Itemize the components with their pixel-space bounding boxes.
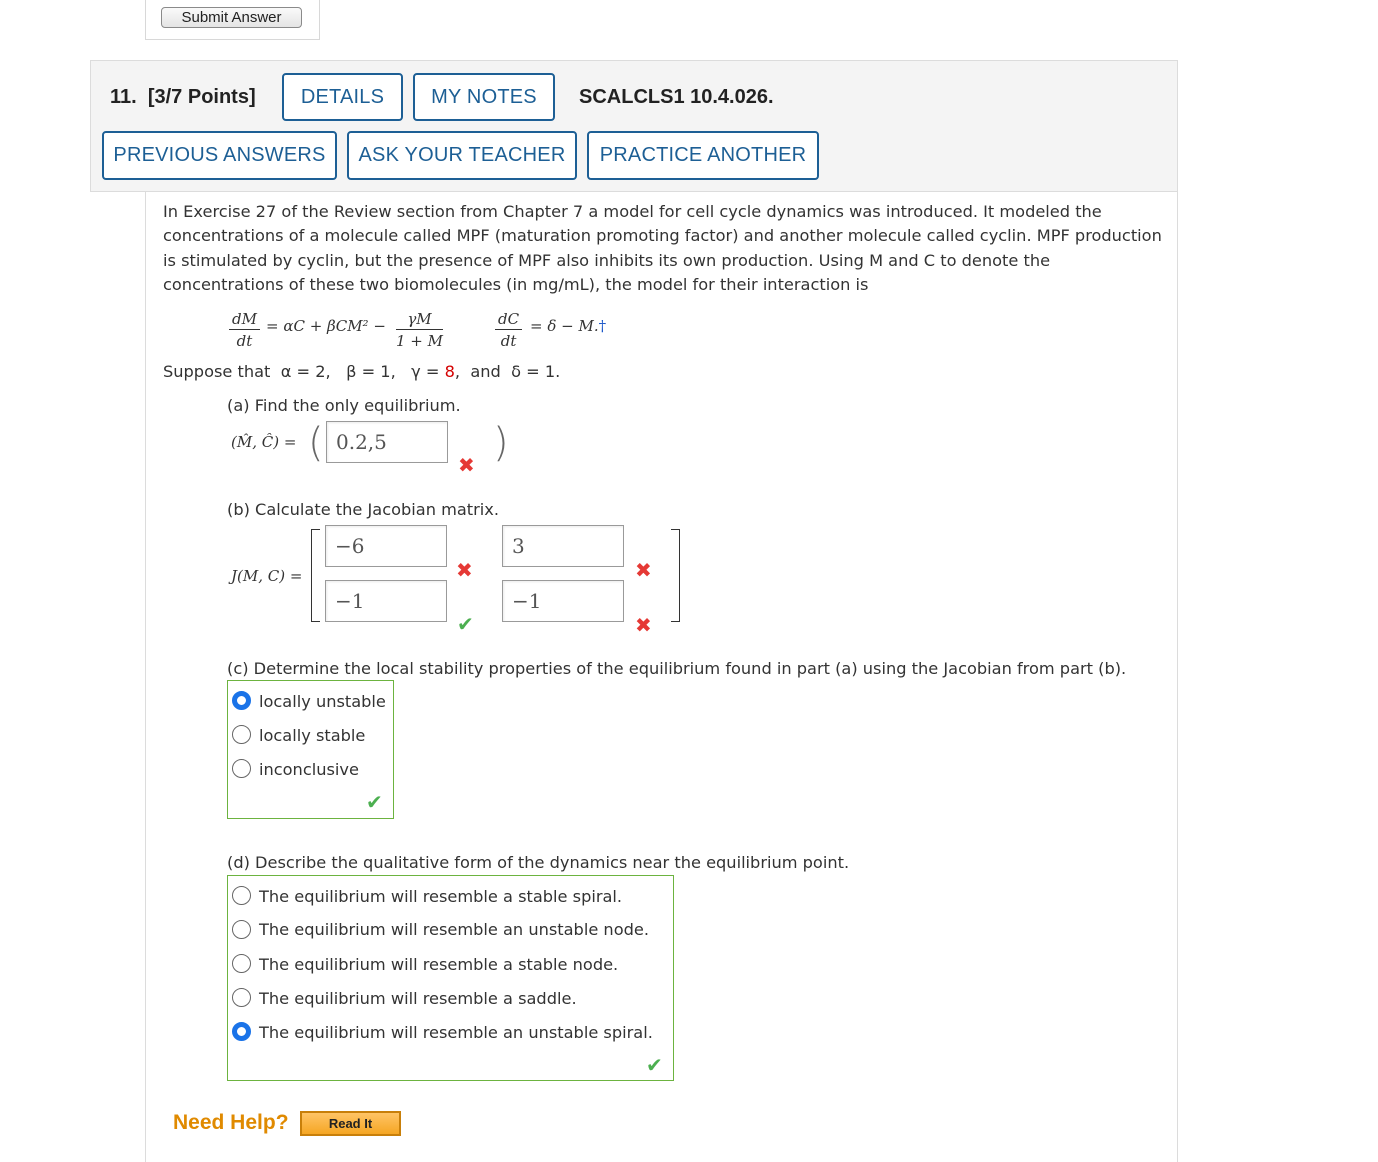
dt-denominator: dt (236, 332, 253, 350)
footnote-dagger[interactable]: † (598, 317, 607, 335)
option-locally-unstable[interactable]: locally unstable (259, 692, 386, 711)
radio-unstable-node[interactable] (232, 920, 251, 939)
option-saddle[interactable]: The equilibrium will resemble a saddle. (259, 989, 577, 1008)
option-stable-node[interactable]: The equilibrium will resemble a stable node. (259, 955, 619, 974)
part-c-prompt: (c) Determine the local stability properties of the equilibrium found in part (a) using the Jacobian from part (b). (227, 659, 1127, 678)
dM-numerator: dM (229, 309, 260, 330)
jacobian-cell-22[interactable]: −1 (502, 580, 624, 622)
incorrect-icon: ✖ (458, 453, 475, 477)
parameter-suffix: , and δ = 1. (454, 362, 561, 381)
question-points: [3/7 Points] (147, 86, 256, 108)
option-inconclusive[interactable]: inconclusive (259, 760, 359, 779)
left-paren: ( (308, 420, 324, 466)
matrix-right-bracket (671, 529, 680, 622)
dM-dt-fraction (229, 309, 260, 352)
equation-2-text: = δ − M. (530, 317, 599, 335)
radio-unstable-spiral[interactable] (232, 1022, 251, 1041)
option-locally-stable[interactable]: locally stable (259, 726, 366, 745)
parameter-values (163, 362, 560, 381)
question-number: 11. (110, 86, 137, 108)
gamma-numerator: γM (396, 309, 443, 330)
part-a-prompt: (a) Find the only equilibrium. (227, 396, 461, 415)
incorrect-icon: ✖ (635, 613, 652, 637)
radio-stable-spiral[interactable] (232, 886, 251, 905)
equation-1-middle: = αC + βCM² − (266, 317, 386, 335)
practice-another-button[interactable]: PRACTICE ANOTHER (587, 131, 819, 180)
ask-your-teacher-button[interactable]: ASK YOUR TEACHER (347, 131, 577, 180)
correct-checkmark-icon: ✔ (646, 1053, 663, 1077)
equilibrium-label: (M̂, Ĉ) = (231, 433, 297, 451)
radio-stable-node[interactable] (232, 954, 251, 973)
radio-locally-unstable[interactable] (232, 691, 251, 710)
dC-dt-fraction (495, 309, 522, 352)
question-code: SCALCLS1 10.4.026. (579, 86, 774, 108)
details-button[interactable]: DETAILS (282, 73, 403, 121)
dt-denominator-2: dt (500, 332, 517, 350)
question-title (110, 86, 256, 109)
gamma-denominator: 1 + M (396, 332, 444, 350)
option-unstable-spiral[interactable]: The equilibrium will resemble an unstable spiral. (259, 1023, 653, 1042)
problem-intro: In Exercise 27 of the Review section from Chapter 7 a model for cell cycle dynamics was introduced. It modeled the concentrations of a molecule called MPF (maturation promoting factor) and another molecule called cyclin. MPF production is stimulated by cyclin, but the presence of MPF also inhibits its own production. Using M and C to denote the concentrations of these two biomolecules (in mg/mL), the model for their interaction is (163, 202, 1162, 295)
incorrect-icon: ✖ (456, 558, 473, 582)
radio-inconclusive[interactable] (232, 759, 251, 778)
radio-locally-stable[interactable] (232, 725, 251, 744)
previous-answers-button[interactable]: PREVIOUS ANSWERS (102, 131, 337, 180)
radio-saddle[interactable] (232, 988, 251, 1007)
my-notes-button[interactable]: MY NOTES (413, 73, 555, 121)
need-help-label: Need Help? (173, 1111, 289, 1134)
submit-answer-button[interactable]: Submit Answer (161, 7, 302, 28)
correct-checkmark-icon: ✔ (366, 790, 383, 814)
correct-checkmark-icon: ✔ (457, 612, 474, 636)
dC-numerator: dC (495, 309, 522, 330)
jacobian-label: J(M, C) = (231, 567, 303, 585)
part-d-prompt: (d) Describe the qualitative form of the dynamics near the equilibrium point. (227, 853, 850, 872)
right-paren: ) (493, 420, 509, 466)
jacobian-cell-21[interactable]: −1 (325, 580, 447, 622)
equation-2-rhs (530, 317, 606, 335)
equilibrium-input[interactable]: 0.2,5 (326, 421, 448, 463)
matrix-left-bracket (311, 529, 320, 622)
gamma-fraction (396, 309, 443, 352)
incorrect-icon: ✖ (635, 558, 652, 582)
jacobian-cell-12[interactable]: 3 (502, 525, 624, 567)
jacobian-cell-11[interactable]: −6 (325, 525, 447, 567)
option-stable-spiral[interactable]: The equilibrium will resemble a stable spiral. (259, 887, 623, 906)
part-b-prompt: (b) Calculate the Jacobian matrix. (227, 500, 500, 519)
read-it-button[interactable]: Read It (300, 1111, 401, 1136)
option-unstable-node[interactable]: The equilibrium will resemble an unstable node. (259, 920, 649, 939)
gamma-value: 8 (444, 362, 455, 381)
parameter-prefix: Suppose that α = 2, β = 1, γ = (163, 362, 445, 381)
